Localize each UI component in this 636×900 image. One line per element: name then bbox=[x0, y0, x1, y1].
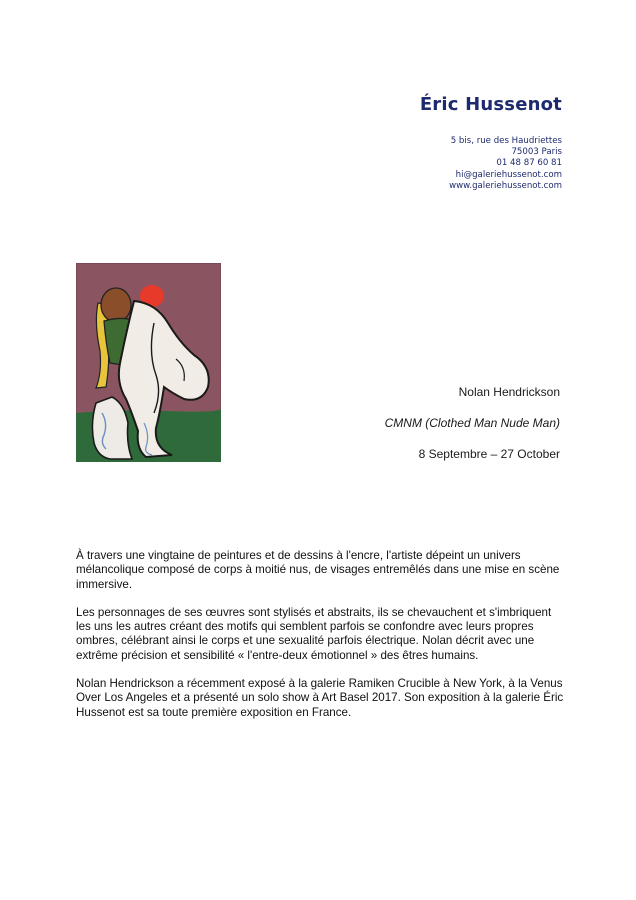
paragraph-intro: À travers une vingtaine de peintures et de dessins à l'encre, l'artiste dépeint un univers mélancolique composé de corps à moitié nus, de visages entremêlés dans une mise en scène immersive. bbox=[76, 549, 560, 591]
address-street: 5 bis, rue des Haudriettes bbox=[450, 136, 562, 146]
gallery-header bbox=[420, 94, 562, 192]
email-address[interactable]: hi@galeriehussenot.com bbox=[455, 169, 562, 180]
paragraph-biography: Nolan Hendrickson a récemment exposé à la galerie Ramiken Crucible à New York, à la Venus Over Los Angeles et a présenté un solo show à Art Basel 2017. Son exposition à la galerie Éric Hussenot est sa toute première exposition en France. bbox=[76, 677, 564, 719]
paragraph-description: Les personnages de ses œuvres sont stylisés et abstraits, ils se chevauchent et s'imbriquent les uns les autres créant des motifs qui semblent parfois se confondre avec leurs propres ombres, célébrant ainsi le corps et une sexualité parfois électrique. Nolan décrit avec une extrême précision et sensibilité « l'entre-deux émotionnel » des êtres humains. bbox=[76, 605, 552, 662]
artwork-image bbox=[76, 263, 221, 462]
exhibition-title: CMNM (Clothed Man Nude Man) bbox=[384, 416, 560, 430]
exhibition-dates: 8 Septembre – 27 October bbox=[418, 447, 560, 461]
phone-number: 01 48 87 60 81 bbox=[496, 158, 562, 169]
press-release-body bbox=[76, 549, 566, 734]
address-city: 75003 Paris bbox=[511, 147, 562, 158]
gallery-name: Éric Hussenot bbox=[419, 94, 562, 115]
exhibition-info bbox=[385, 385, 560, 461]
artist-name: Nolan Hendrickson bbox=[458, 385, 560, 399]
website-link[interactable]: www.galeriehussenot.com bbox=[449, 180, 562, 191]
